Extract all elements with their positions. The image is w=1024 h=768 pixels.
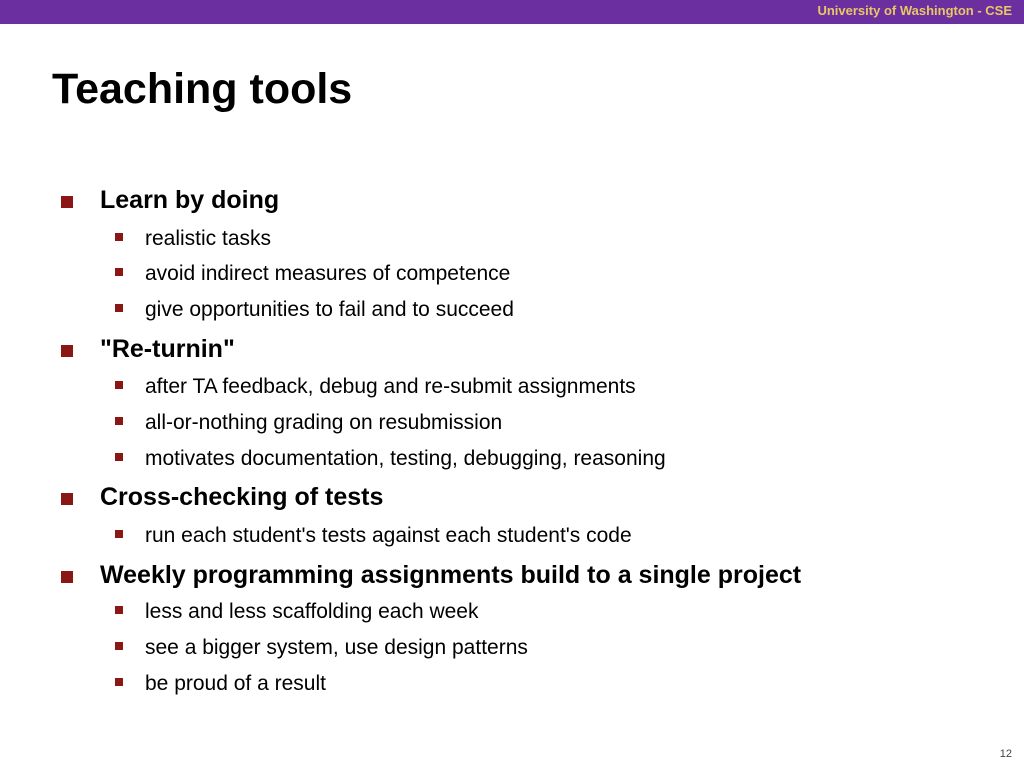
page-number: 12 (999, 748, 1012, 760)
sub-bullet-marker-icon (115, 678, 123, 686)
sub-bullet-item: be proud of a result (145, 672, 326, 695)
bullet-heading: Cross-checking of tests (100, 483, 384, 511)
sub-bullet-item: motivates documentation, testing, debugging, reasoning (145, 447, 666, 470)
sub-bullet-item: all-or-nothing grading on resubmission (145, 411, 503, 434)
bullet-heading: Learn by doing (100, 186, 280, 214)
bullet-heading: Weekly programming assignments build to a single project (100, 561, 802, 589)
institution-label: University of Washington - CSE (817, 3, 1012, 18)
slide-title: Teaching tools (52, 65, 353, 113)
bullet-marker-icon (61, 571, 73, 583)
bullet-marker-icon (61, 345, 73, 357)
bullet-marker-icon (61, 493, 73, 505)
sub-bullet-item: avoid indirect measures of competence (145, 262, 511, 285)
sub-bullet-item: realistic tasks (145, 227, 272, 250)
bullet-heading: "Re-turnin" (100, 335, 235, 363)
sub-bullet-item: run each student's tests against each student's code (145, 524, 632, 547)
sub-bullet-marker-icon (115, 268, 123, 276)
sub-bullet-marker-icon (115, 304, 123, 312)
sub-bullet-marker-icon (115, 381, 123, 389)
bullet-marker-icon (61, 196, 73, 208)
sub-bullet-marker-icon (115, 453, 123, 461)
sub-bullet-item: less and less scaffolding each week (145, 600, 479, 623)
sub-bullet-item: see a bigger system, use design patterns (145, 636, 528, 659)
sub-bullet-marker-icon (115, 606, 123, 614)
sub-bullet-marker-icon (115, 233, 123, 241)
sub-bullet-item: give opportunities to fail and to succeed (145, 298, 514, 321)
sub-bullet-marker-icon (115, 417, 123, 425)
sub-bullet-item: after TA feedback, debug and re-submit assignments (145, 375, 636, 398)
sub-bullet-marker-icon (115, 530, 123, 538)
sub-bullet-marker-icon (115, 642, 123, 650)
